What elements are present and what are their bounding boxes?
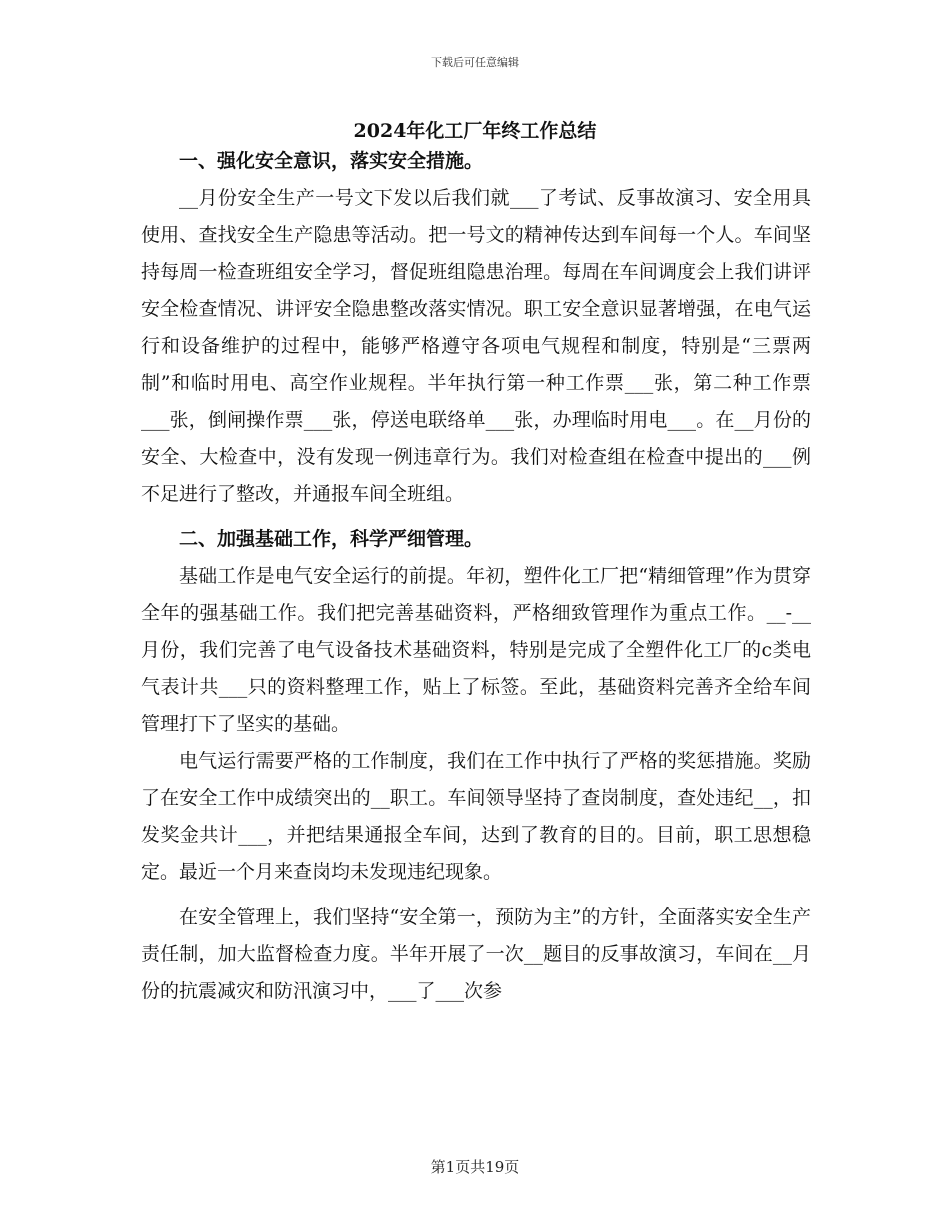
document-body [141, 143, 811, 1010]
section-1-paragraph-1: __月份安全生产一号文下发以后我们就___了考试、反事故演习、安全用具使用、查找安全生产隐患等活动。把一号文的精神传达到车间每一个人。车间坚持每周一检查班组安全学习，督促班组隐患治理。每周在车间调度会上我们讲评安全检查情况、讲评安全隐患整改落实情况。职工安全意识显著增强，在电气运行和设备维护的过程中，能够严格遵守各项电气规程和制度，特别是“三票两制”和临时用电、高空作业规程。半年执行第一种工作票___张，第二种工作票___张，倒闸操作票___张，停送电联络单___张，办理临时用电___。在__月份的安全、大检查中，没有发现一例违章行为。我们对检查组在检查中提出的___例不足进行了整改，并通报车间全班组。 [141, 187, 811, 505]
header-note: 下载后可任意编辑 [431, 56, 519, 69]
section-2-paragraph-1: 基础工作是电气安全运行的前提。年初，塑件化工厂把“精细管理”作为贯穿全年的强基础工作。我们把完善基础资料，严格细致管理作为重点工作。__-__月份，我们完善了电气设备技术基础资料，特别是完成了全塑件化工厂的c类电气表计共___只的资料整理工作，贴上了标签。至此，基础资料完善齐全给车间管理打下了坚实的基础。 [141, 565, 811, 735]
section-heading-2: 二、加强基础工作，科学严细管理。 [179, 528, 484, 550]
page-number: 第1页共19页 [430, 1158, 520, 1176]
section-2-paragraph-3: 在安全管理上，我们坚持“安全第一，预防为主”的方针，全面落实安全生产责任制，加大监督检查力度。半年开展了一次__题目的反事故演习，车间在__月份的抗震减灾和防汛演习中，___了___次参 [141, 906, 811, 1002]
document-title: 2024年化工厂年终工作总结 [353, 120, 597, 142]
section-heading-1: 一、强化安全意识，落实安全措施。 [179, 150, 484, 172]
section-2-paragraph-2: 电气运行需要严格的工作制度，我们在工作中执行了严格的奖惩措施。奖励了在安全工作中成绩突出的__职工。车间领导坚持了查岗制度，查处违纪__，扣发奖金共计___，并把结果通报全车间，达到了教育的目的。目前，职工思想稳定。最近一个月来查岗均未发现违纪现象。 [141, 750, 811, 883]
